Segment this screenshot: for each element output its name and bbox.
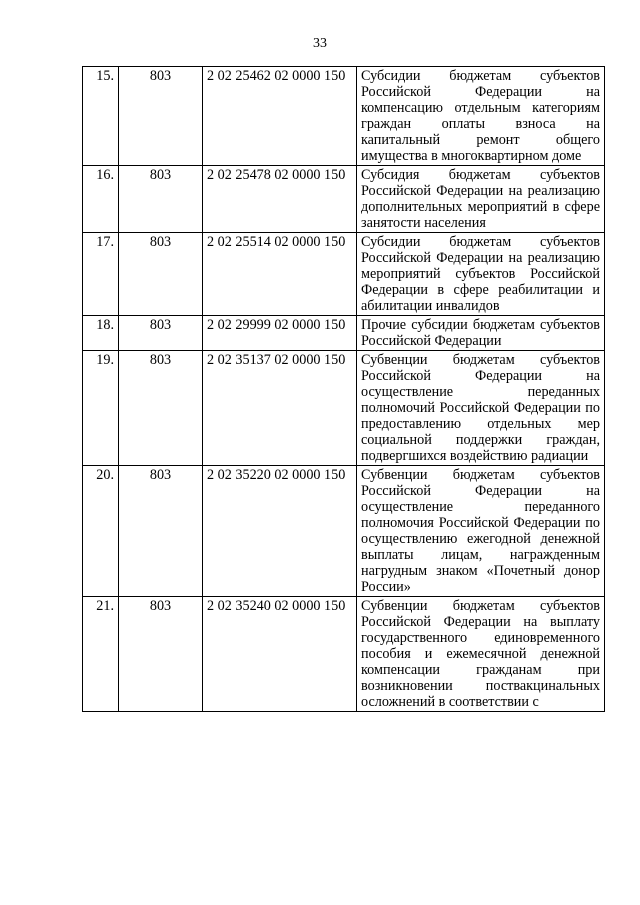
budget-classification-code: 2 02 35137 02 0000 150 <box>203 351 357 466</box>
administrator-code: 803 <box>119 466 203 597</box>
table-row <box>83 351 605 466</box>
row-number: 18. <box>83 316 119 351</box>
administrator-code: 803 <box>119 166 203 233</box>
revenue-name: Субсидия бюджетам субъектов Российской Федерации на реализацию дополнительных мероприятий в сфере занятости населения <box>357 166 605 233</box>
administrator-code: 803 <box>119 316 203 351</box>
budget-classification-code: 2 02 35220 02 0000 150 <box>203 466 357 597</box>
administrator-code: 803 <box>119 233 203 316</box>
revenue-name: Прочие субсидии бюджетам субъектов Российской Федерации <box>357 316 605 351</box>
table-row <box>83 67 605 166</box>
table-row <box>83 166 605 233</box>
row-number: 19. <box>83 351 119 466</box>
administrator-code: 803 <box>119 67 203 166</box>
table-row <box>83 466 605 597</box>
budget-revenue-table <box>82 66 605 712</box>
revenue-name: Субвенции бюджетам субъектов Российской Федерации на выплату государственного единовременного пособия и ежемесячной денежной компенсации гражданам при возникновении поствакцинальных осложнений в соответствии с <box>357 597 605 712</box>
budget-classification-code: 2 02 35240 02 0000 150 <box>203 597 357 712</box>
row-number: 20. <box>83 466 119 597</box>
page-number: 33 <box>313 36 327 51</box>
budget-classification-code: 2 02 25478 02 0000 150 <box>203 166 357 233</box>
table-row <box>83 597 605 712</box>
row-number: 17. <box>83 233 119 316</box>
row-number: 21. <box>83 597 119 712</box>
row-number: 15. <box>83 67 119 166</box>
table-row <box>83 316 605 351</box>
revenue-name: Субвенции бюджетам субъектов Российской Федерации на осуществление переданных полномочий Российской Федерации по предоставлению отдельных мер социальной поддержки граждан, подвергшихся воздействию радиации <box>357 351 605 466</box>
administrator-code: 803 <box>119 597 203 712</box>
row-number: 16. <box>83 166 119 233</box>
budget-classification-code: 2 02 29999 02 0000 150 <box>203 316 357 351</box>
revenue-name: Субсидии бюджетам субъектов Российской Федерации на компенсацию отдельным категориям граждан оплаты взноса на капитальный ремонт общего имущества в многоквартирном доме <box>357 67 605 166</box>
table-row <box>83 233 605 316</box>
budget-classification-code: 2 02 25514 02 0000 150 <box>203 233 357 316</box>
revenue-name: Субвенции бюджетам субъектов Российской Федерации на осуществление переданного полномочия Российской Федерации по осуществлению ежегодной денежной выплаты лицам, награжденным нагрудным знаком «Почетный донор России» <box>357 466 605 597</box>
administrator-code: 803 <box>119 351 203 466</box>
revenue-name: Субсидии бюджетам субъектов Российской Федерации на реализацию мероприятий субъектов Российской Федерации в сфере реабилитации и абилитации инвалидов <box>357 233 605 316</box>
budget-classification-code: 2 02 25462 02 0000 150 <box>203 67 357 166</box>
